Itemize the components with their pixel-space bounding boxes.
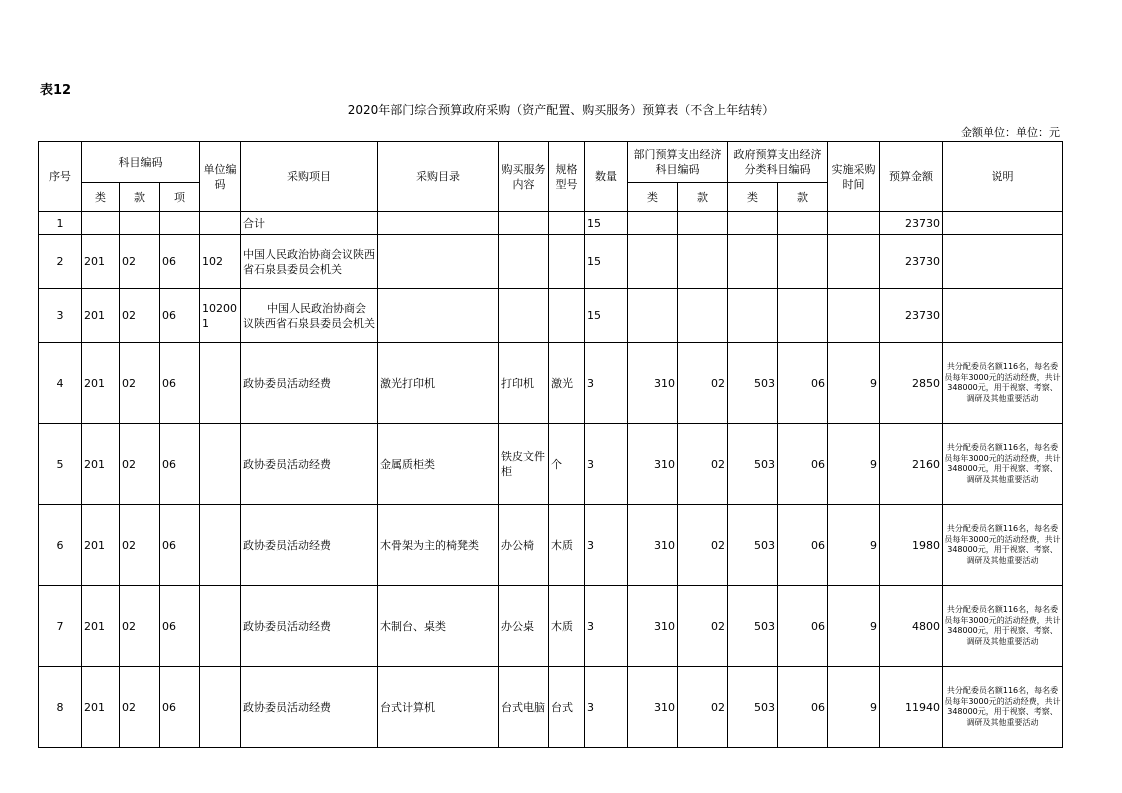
cell-spec [549, 212, 585, 235]
cell-kuan: 02 [120, 343, 160, 424]
cell-service: 办公椅 [499, 505, 549, 586]
table-number-label: 表12 [40, 83, 72, 98]
cell-service: 台式电脑 [499, 667, 549, 748]
header-dept-lei: 类 [628, 183, 678, 212]
cell-desc: 共分配委员名额116名，每名委员每年3000元的活动经费，共计348000元，用于视察、考察、调研及其他重要活动 [943, 586, 1063, 667]
cell-time [828, 212, 880, 235]
cell-spec [549, 289, 585, 343]
cell-gov-lei: 503 [728, 343, 778, 424]
cell-qty: 15 [585, 289, 628, 343]
header-unit-code: 单位编码 [200, 142, 241, 212]
header-time: 实施采购时间 [828, 142, 880, 212]
header-seq: 序号 [39, 142, 82, 212]
cell-unit-code [200, 586, 241, 667]
cell-time: 9 [828, 586, 880, 667]
table-row [39, 289, 1063, 343]
cell-item: 合计 [241, 212, 378, 235]
cell-gov-kuan: 06 [778, 505, 828, 586]
cell-lei: 201 [82, 424, 120, 505]
table-row [39, 212, 1063, 235]
header-desc: 说明 [943, 142, 1063, 212]
cell-lei: 201 [82, 343, 120, 424]
cell-time: 9 [828, 505, 880, 586]
cell-catalog: 激光打印机 [378, 343, 499, 424]
cell-dept-kuan: 02 [678, 343, 728, 424]
cell-xiang: 06 [160, 505, 200, 586]
header-subject-lei: 类 [82, 183, 120, 212]
cell-amount: 2160 [880, 424, 943, 505]
cell-time [828, 289, 880, 343]
cell-catalog: 台式计算机 [378, 667, 499, 748]
cell-service: 打印机 [499, 343, 549, 424]
cell-unit-code [200, 667, 241, 748]
cell-dept-lei: 310 [628, 424, 678, 505]
cell-catalog [378, 289, 499, 343]
header-amount: 预算金额 [880, 142, 943, 212]
amount-unit-note: 金额单位：单位：元 [961, 126, 1060, 139]
cell-lei: 201 [82, 586, 120, 667]
cell-dept-lei [628, 289, 678, 343]
cell-gov-lei: 503 [728, 667, 778, 748]
cell-gov-lei [728, 289, 778, 343]
cell-xiang: 06 [160, 343, 200, 424]
cell-service [499, 235, 549, 289]
cell-amount: 11940 [880, 667, 943, 748]
cell-spec: 台式 [549, 667, 585, 748]
cell-seq: 5 [39, 424, 82, 505]
cell-lei [82, 212, 120, 235]
cell-qty: 15 [585, 235, 628, 289]
table-row [39, 667, 1063, 748]
cell-lei: 201 [82, 505, 120, 586]
cell-gov-lei: 503 [728, 586, 778, 667]
cell-unit-code [200, 343, 241, 424]
budget-table [38, 141, 1063, 748]
table-row [39, 424, 1063, 505]
cell-kuan: 02 [120, 586, 160, 667]
cell-item: 政协委员活动经费 [241, 586, 378, 667]
cell-qty: 3 [585, 505, 628, 586]
cell-spec: 激光 [549, 343, 585, 424]
cell-unit-code [200, 212, 241, 235]
cell-xiang [160, 212, 200, 235]
cell-item: 政协委员活动经费 [241, 424, 378, 505]
cell-time [828, 235, 880, 289]
cell-qty: 3 [585, 667, 628, 748]
cell-unit-code: 102001 [200, 289, 241, 343]
cell-unit-code: 102 [200, 235, 241, 289]
cell-qty: 3 [585, 343, 628, 424]
cell-dept-kuan [678, 235, 728, 289]
cell-catalog: 木制台、桌类 [378, 586, 499, 667]
document-title: 2020年部门综合预算政府采购（资产配置、购买服务）预算表（不含上年结转） [347, 103, 775, 117]
cell-qty: 3 [585, 424, 628, 505]
cell-dept-lei: 310 [628, 343, 678, 424]
cell-lei: 201 [82, 289, 120, 343]
cell-dept-lei [628, 235, 678, 289]
table-row [39, 235, 1063, 289]
header-spec: 规格型号 [549, 142, 585, 212]
cell-gov-kuan [778, 235, 828, 289]
cell-catalog [378, 212, 499, 235]
cell-lei: 201 [82, 667, 120, 748]
cell-kuan: 02 [120, 424, 160, 505]
cell-gov-kuan: 06 [778, 424, 828, 505]
cell-kuan: 02 [120, 667, 160, 748]
cell-item: 政协委员活动经费 [241, 667, 378, 748]
header-item: 采购项目 [241, 142, 378, 212]
header-subject-kuan: 款 [120, 183, 160, 212]
cell-amount: 4800 [880, 586, 943, 667]
cell-desc [943, 235, 1063, 289]
cell-desc: 共分配委员名额116名，每名委员每年3000元的活动经费，共计348000元，用于视察、考察、调研及其他重要活动 [943, 505, 1063, 586]
header-service: 购买服务内容 [499, 142, 549, 212]
cell-kuan: 02 [120, 289, 160, 343]
cell-time: 9 [828, 343, 880, 424]
cell-dept-lei [628, 212, 678, 235]
header-qty: 数量 [585, 142, 628, 212]
cell-seq: 1 [39, 212, 82, 235]
cell-gov-kuan: 06 [778, 667, 828, 748]
cell-time: 9 [828, 667, 880, 748]
cell-spec: 木质 [549, 586, 585, 667]
header-subject-xiang: 项 [160, 183, 200, 212]
cell-catalog: 木骨架为主的椅凳类 [378, 505, 499, 586]
cell-dept-kuan [678, 212, 728, 235]
cell-xiang: 06 [160, 424, 200, 505]
cell-gov-kuan: 06 [778, 343, 828, 424]
cell-qty: 3 [585, 586, 628, 667]
header-catalog: 采购目录 [378, 142, 499, 212]
cell-gov-kuan: 06 [778, 586, 828, 667]
cell-dept-kuan: 02 [678, 586, 728, 667]
cell-dept-kuan: 02 [678, 505, 728, 586]
cell-gov-lei: 503 [728, 505, 778, 586]
cell-time: 9 [828, 424, 880, 505]
cell-desc: 共分配委员名额116名，每名委员每年3000元的活动经费，共计348000元，用于视察、考察、调研及其他重要活动 [943, 667, 1063, 748]
cell-spec: 个 [549, 424, 585, 505]
cell-dept-kuan: 02 [678, 667, 728, 748]
cell-amount: 23730 [880, 212, 943, 235]
cell-dept-lei: 310 [628, 667, 678, 748]
header-dept-econ: 部门预算支出经济科目编码 [628, 142, 728, 183]
cell-dept-lei: 310 [628, 505, 678, 586]
cell-gov-kuan [778, 289, 828, 343]
cell-qty: 15 [585, 212, 628, 235]
cell-kuan [120, 212, 160, 235]
cell-kuan: 02 [120, 505, 160, 586]
cell-xiang: 06 [160, 586, 200, 667]
cell-service: 铁皮文件柜 [499, 424, 549, 505]
cell-dept-kuan: 02 [678, 424, 728, 505]
header-gov-lei: 类 [728, 183, 778, 212]
cell-amount: 2850 [880, 343, 943, 424]
cell-desc [943, 212, 1063, 235]
header-gov-econ: 政府预算支出经济分类科目编码 [728, 142, 828, 183]
cell-seq: 4 [39, 343, 82, 424]
cell-desc: 共分配委员名额116名，每名委员每年3000元的活动经费，共计348000元，用于视察、考察、调研及其他重要活动 [943, 424, 1063, 505]
cell-gov-kuan [778, 212, 828, 235]
cell-gov-lei: 503 [728, 424, 778, 505]
cell-service [499, 289, 549, 343]
table-row [39, 343, 1063, 424]
header-gov-kuan: 款 [778, 183, 828, 212]
cell-xiang: 06 [160, 667, 200, 748]
cell-lei: 201 [82, 235, 120, 289]
cell-unit-code [200, 424, 241, 505]
cell-service: 办公桌 [499, 586, 549, 667]
header-subject-code: 科目编码 [82, 142, 200, 183]
cell-spec: 木质 [549, 505, 585, 586]
cell-unit-code [200, 505, 241, 586]
cell-spec [549, 235, 585, 289]
cell-amount: 1980 [880, 505, 943, 586]
cell-amount: 23730 [880, 289, 943, 343]
cell-item: 政协委员活动经费 [241, 505, 378, 586]
cell-gov-lei [728, 212, 778, 235]
cell-seq: 2 [39, 235, 82, 289]
cell-kuan: 02 [120, 235, 160, 289]
cell-service [499, 212, 549, 235]
cell-item: 政协委员活动经费 [241, 343, 378, 424]
cell-xiang: 06 [160, 289, 200, 343]
cell-amount: 23730 [880, 235, 943, 289]
cell-seq: 3 [39, 289, 82, 343]
cell-item: 中国人民政治协商会议陕西省石泉县委员会机关 [241, 235, 378, 289]
cell-dept-lei: 310 [628, 586, 678, 667]
cell-catalog: 金属质柜类 [378, 424, 499, 505]
cell-catalog [378, 235, 499, 289]
cell-seq: 7 [39, 586, 82, 667]
cell-xiang: 06 [160, 235, 200, 289]
cell-gov-lei [728, 235, 778, 289]
table-row [39, 505, 1063, 586]
cell-desc: 共分配委员名额116名，每名委员每年3000元的活动经费，共计348000元，用于视察、考察、调研及其他重要活动 [943, 343, 1063, 424]
cell-item: 中国人民政治协商会议陕西省石泉县委员会机关 [241, 289, 378, 343]
cell-desc [943, 289, 1063, 343]
cell-dept-kuan [678, 289, 728, 343]
cell-seq: 6 [39, 505, 82, 586]
cell-seq: 8 [39, 667, 82, 748]
header-dept-kuan: 款 [678, 183, 728, 212]
table-row [39, 586, 1063, 667]
